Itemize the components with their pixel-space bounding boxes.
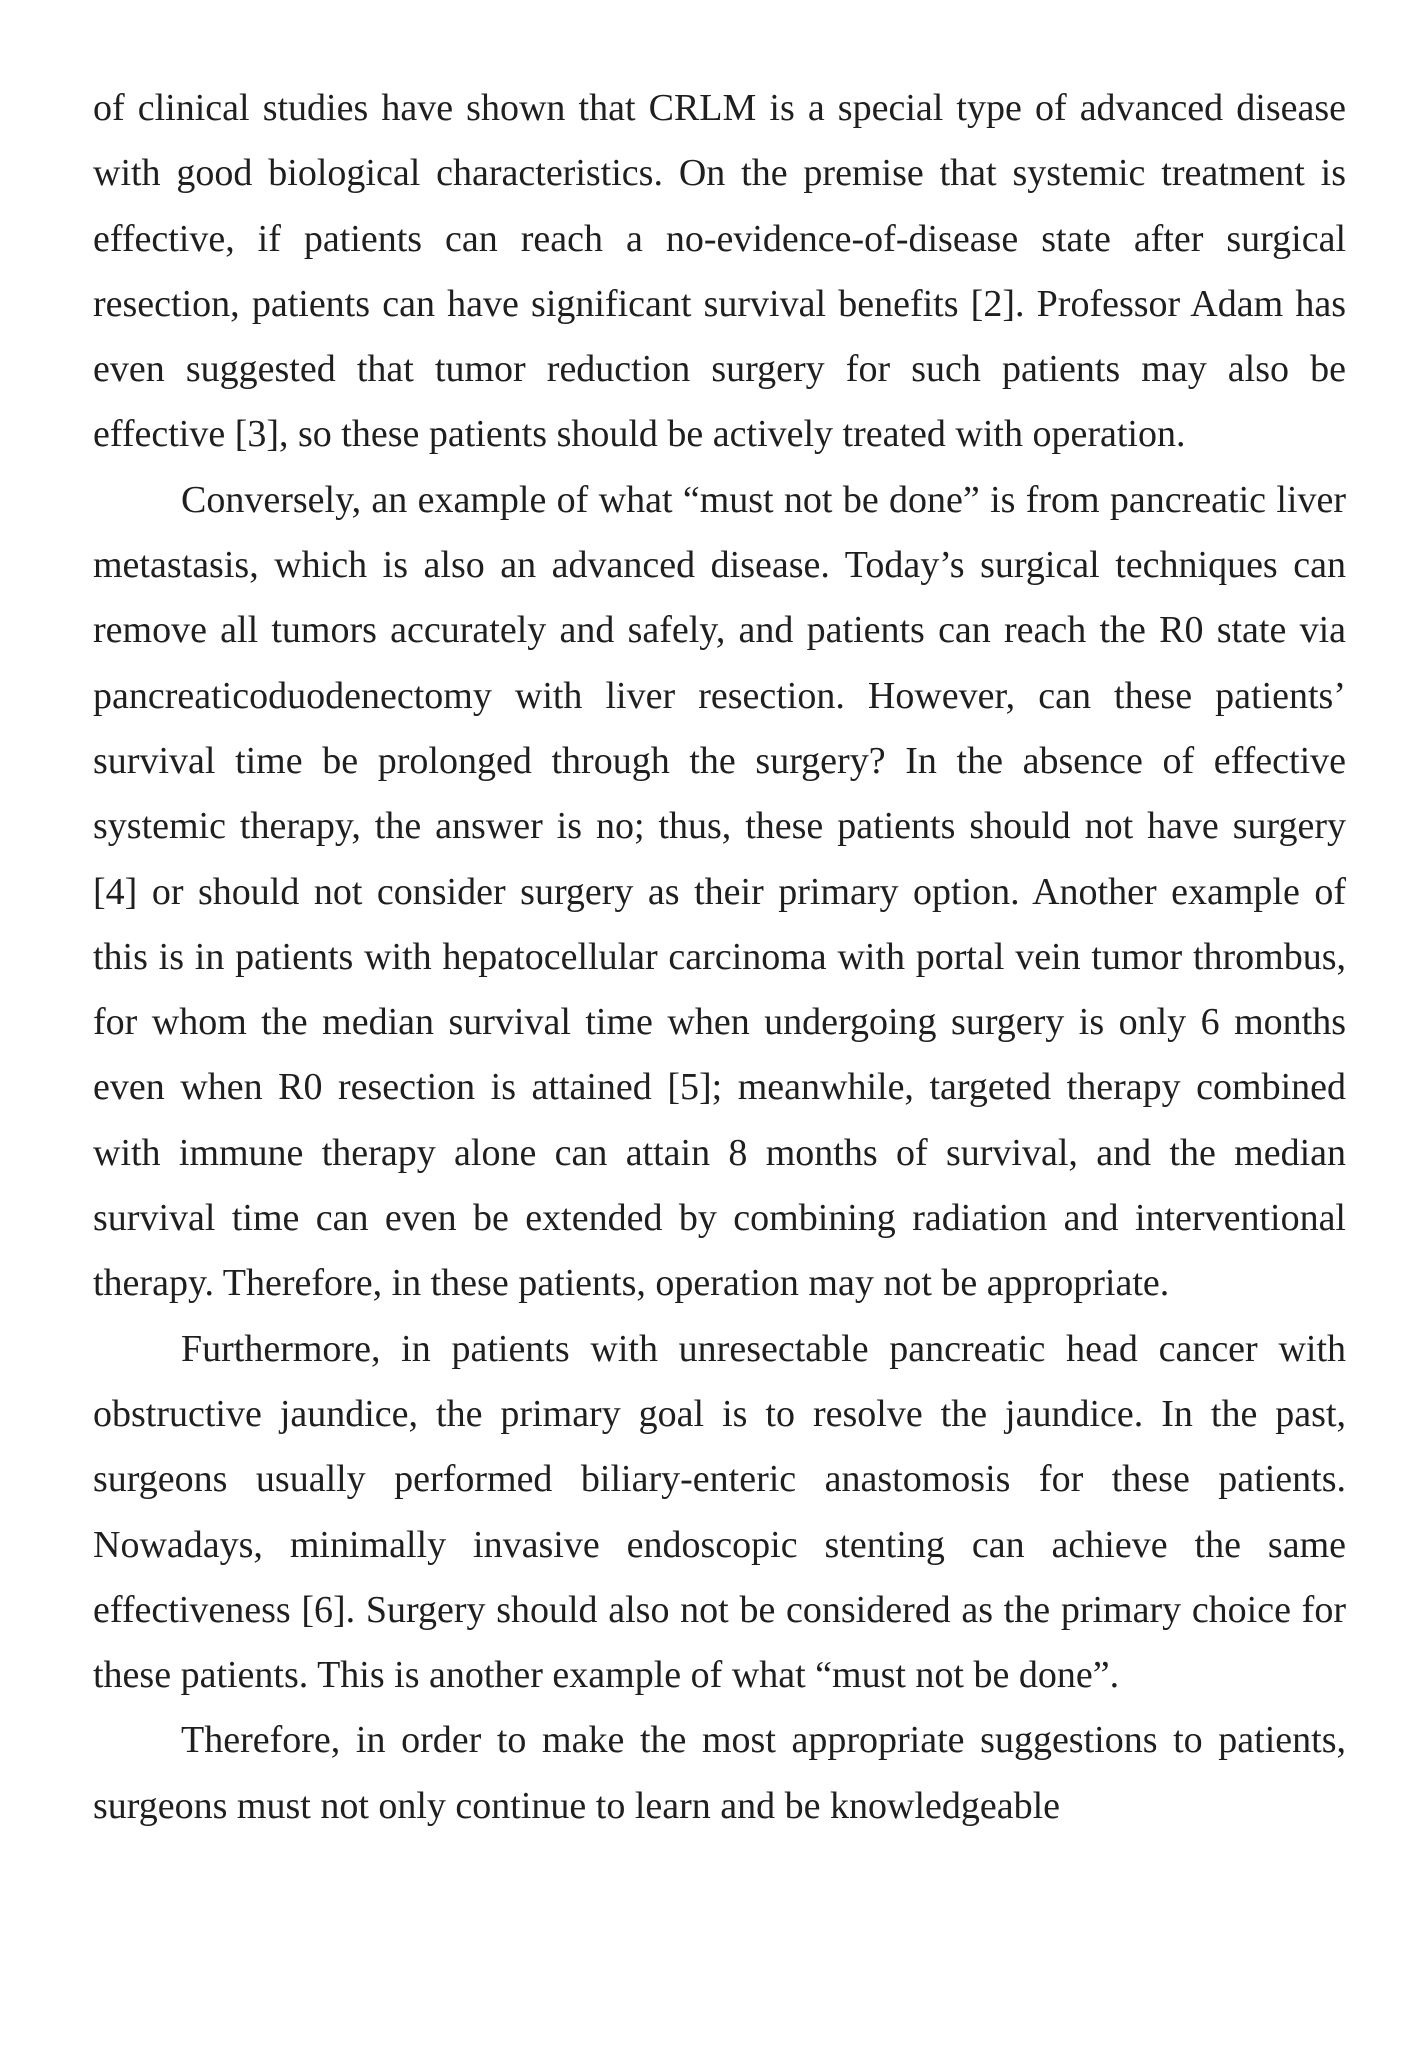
paragraph-obstructive-jaundice: Furthermore, in patients with unresectable pancreatic head cancer with obstructive jaundice, the primary goal is to resolve the jaundice. In the past, surgeons usually performed biliary-enteric anastomosis for these patients. Nowadays, minimally invasive endoscopic stenting can achieve the same effectiveness [6]. Surgery should also not be considered as the primary choice for these patients. This is another example of what “must not be done”. [93, 1327, 1346, 1697]
paragraph-crlm: of clinical studies have shown that CRLM is a special type of advanced disease with good biological characteristics. On the premise that systemic treatment is effective, if patients can reach a no-evidence-of-disease state after surgical resection, patients can have significant survival benefits [2]. Professor Adam has even suggested that tumor reduction surgery for such patients may also be effective [3], so these patients should be actively treated with operation. [93, 87, 1346, 456]
document-page [93, 76, 1346, 1839]
paragraph-pancreatic-liver-metastasis: Conversely, an example of what “must not be done” is from pancreatic liver metastasis, which is also an advanced disease. Today’s surgical techniques can remove all tumors accurately and safely, and patients can reach the R0 state via pancreaticoduodenectomy with liver resection. However, can these patients’ survival time be prolonged through the surgery? In the absence of effective systemic therapy, the answer is no; thus, these patients should not have surgery [4] or should not consider surgery as their primary option. Another example of this is in patients with hepatocellular carcinoma with portal vein tumor thrombus, for whom the median survival time when undergoing surgery is only 6 months even when R0 resection is attained [5]; meanwhile, targeted therapy combined with immune therapy alone can attain 8 months of survival, and the median survival time can even be extended by combining radiation and interventional therapy. Therefore, in these patients, operation may not be appropriate. [93, 478, 1346, 1305]
paragraph-suggestions: Therefore, in order to make the most appropriate suggestions to patients, surgeons must not only continue to learn and be knowledgeable [93, 1719, 1346, 1827]
